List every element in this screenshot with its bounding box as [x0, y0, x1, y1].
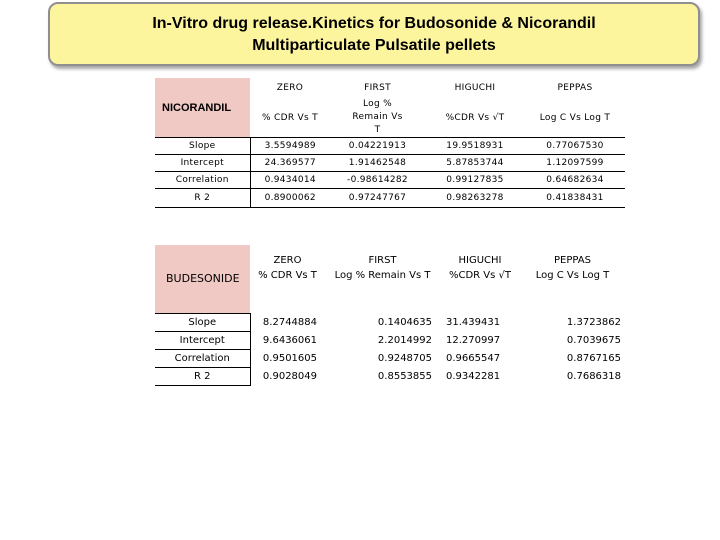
- table-cell: 0.9028049: [250, 367, 325, 385]
- table-cell: 0.64682634: [525, 172, 625, 189]
- table-cell: 0.77067530: [525, 138, 625, 155]
- plot-header: %CDR Vs √T: [448, 270, 512, 281]
- model-header-cell: [325, 245, 440, 313]
- table-row: [155, 138, 625, 155]
- table-cell: 0.8900062: [250, 189, 330, 208]
- title-box: [48, 2, 700, 66]
- row-label: R 2: [155, 367, 250, 385]
- table-row: [155, 313, 625, 331]
- title-line-2: Multiparticulate Pulsatile pellets: [252, 37, 496, 54]
- table-cell: 0.9248705: [377, 352, 432, 364]
- model-header: HIGUCHI: [458, 255, 502, 266]
- model-header-cell: [250, 245, 325, 313]
- table-cell: 0.04221913: [330, 138, 425, 155]
- row-label: Intercept: [155, 155, 250, 172]
- table-cell: 1.12097599: [525, 155, 625, 172]
- table-header-row: [155, 78, 625, 98]
- plot-header: Log C Vs Log T: [525, 98, 625, 138]
- row-label: Slope: [155, 138, 250, 155]
- plot-header: % CDR Vs T: [258, 270, 317, 281]
- table-cell: 0.99127835: [425, 172, 525, 189]
- table-cell: 3.5594989: [250, 138, 330, 155]
- table-cell: 5.87853744: [425, 155, 525, 172]
- table-cell: 0.7686318: [566, 370, 621, 382]
- drug-label: BUDESONIDE: [166, 272, 240, 286]
- nicorandil-kinetics-table: [155, 78, 625, 208]
- model-header: PEPPAS: [557, 83, 593, 93]
- table-cell: 0.97247767: [330, 189, 425, 208]
- table-cell: 0.8553855: [377, 370, 432, 382]
- table-cell: 0.9665547: [446, 352, 501, 364]
- model-header: FIRST: [368, 255, 397, 266]
- row-label: Correlation: [155, 172, 250, 189]
- model-header: HIGUCHI: [454, 83, 496, 93]
- table-cell: 31.439431: [446, 316, 501, 328]
- table-cell: 0.9501605: [250, 349, 325, 367]
- table-cell: 0.9342281: [446, 370, 501, 382]
- table-cell: -0.98614282: [330, 172, 425, 189]
- plot-header: Log % Remain Vs T: [334, 270, 431, 281]
- table-cell: 0.7039675: [566, 334, 621, 346]
- drug-label: NICORANDIL: [162, 101, 232, 114]
- model-header: FIRST: [364, 83, 391, 93]
- plot-header: Log C Vs Log T: [535, 270, 610, 281]
- table-cell: 1.91462548: [330, 155, 425, 172]
- table-cell: 9.6436061: [250, 331, 325, 349]
- model-header: ZERO: [276, 83, 304, 93]
- plot-header: % CDR Vs T: [250, 98, 330, 138]
- table-row: [155, 172, 625, 189]
- table-cell: 8.2744884: [250, 313, 325, 331]
- plot-header: Log % Remain Vs T: [330, 98, 425, 138]
- table-cell: 19.9518931: [425, 138, 525, 155]
- plot-header: %CDR Vs √T: [425, 98, 525, 138]
- table-cell: 0.1404635: [377, 316, 432, 328]
- table-row: [155, 331, 625, 349]
- table-cell: 0.41838431: [525, 189, 625, 208]
- model-header-cell: [520, 245, 625, 313]
- drug-label-cell: [155, 78, 250, 138]
- table-cell: 0.9434014: [250, 172, 330, 189]
- table-row: [155, 155, 625, 172]
- table-row: [155, 367, 625, 385]
- model-header-cell: [440, 245, 520, 313]
- table-cell: 12.270997: [446, 334, 501, 346]
- table-row: [155, 189, 625, 208]
- table-cell: 1.3723862: [566, 316, 621, 328]
- table-cell: 24.369577: [250, 155, 330, 172]
- table-row: [155, 349, 625, 367]
- drug-label-cell: [155, 245, 250, 313]
- model-header: ZERO: [273, 255, 302, 266]
- row-label: Intercept: [155, 331, 250, 349]
- table-cell: 0.98263278: [425, 189, 525, 208]
- budesonide-kinetics-table: [155, 245, 625, 386]
- model-header: PEPPAS: [554, 255, 591, 266]
- row-label: Correlation: [155, 349, 250, 367]
- table-cell: 0.8767165: [566, 352, 621, 364]
- row-label: R 2: [155, 189, 250, 208]
- title-line-1: In-Vitro drug release.Kinetics for Budosonide & Nicorandil: [152, 15, 596, 32]
- table-header-row: [155, 245, 625, 313]
- row-label: Slope: [155, 313, 250, 331]
- table-cell: 2.2014992: [377, 334, 432, 346]
